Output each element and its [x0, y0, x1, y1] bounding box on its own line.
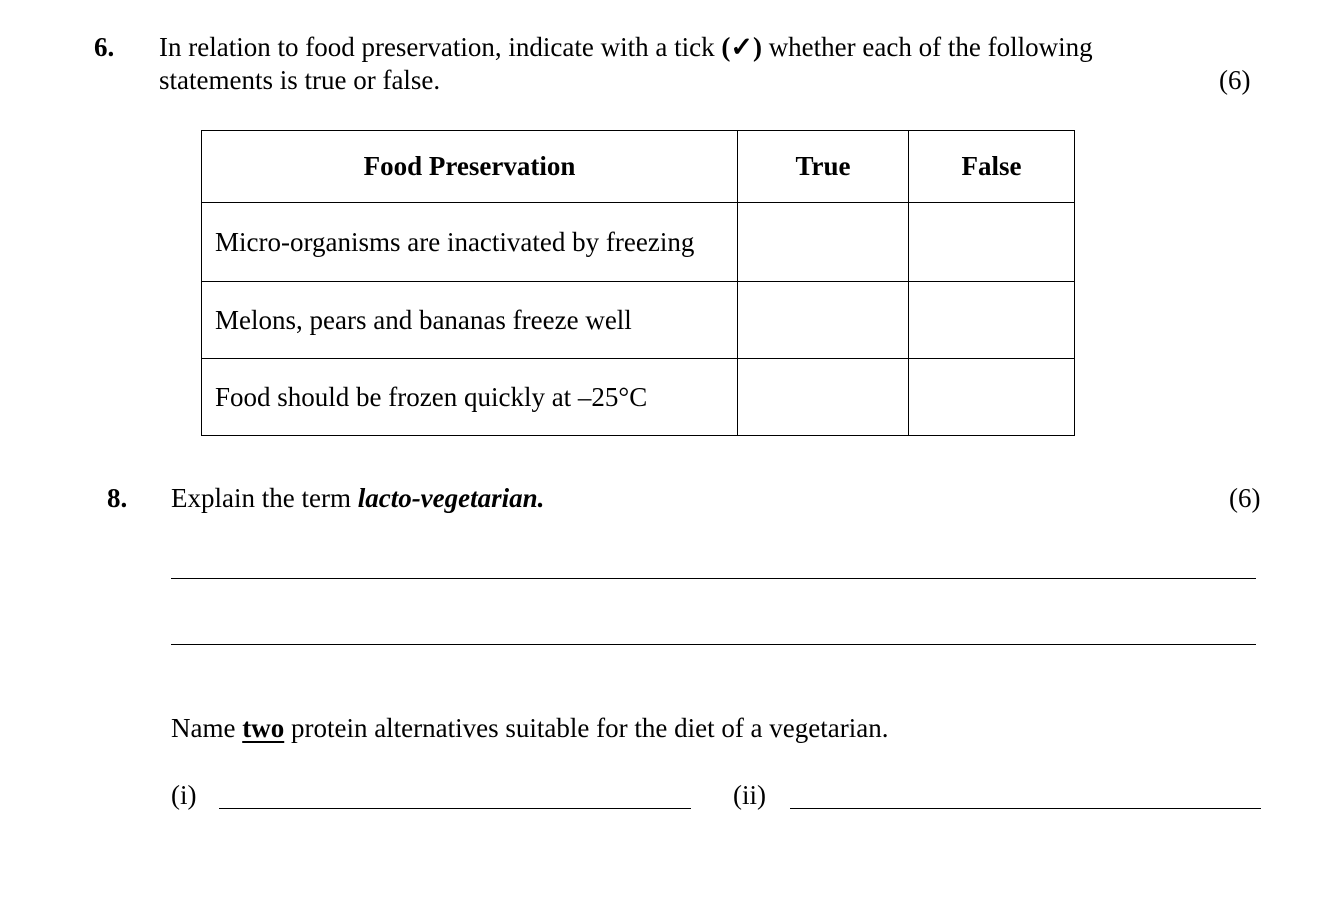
question-6-prompt-end: whether each of the following — [761, 32, 1093, 62]
table-header-row — [202, 131, 1075, 203]
answer-label-i: (i) — [171, 780, 197, 810]
statement-cell: Food should be frozen quickly at –25°C — [202, 359, 738, 436]
true-false-table — [201, 130, 1075, 436]
tick-symbol: (✓) — [721, 32, 762, 62]
table-row — [202, 282, 1075, 359]
answer-label-ii: (ii) — [733, 780, 766, 810]
answer-line-ii[interactable] — [790, 808, 1261, 809]
part-2-prompt-start: Name — [171, 713, 243, 743]
table-row — [202, 203, 1075, 282]
part-2-emphasis: two — [242, 713, 285, 743]
question-8-number: 8. — [107, 483, 128, 513]
statement-cell: Melons, pears and bananas freeze well — [202, 282, 738, 359]
question-6-number: 6. — [94, 32, 115, 62]
false-answer-cell[interactable] — [909, 359, 1075, 436]
answer-line-i[interactable] — [219, 808, 691, 809]
answer-line[interactable] — [171, 644, 1256, 645]
table-row — [202, 359, 1075, 436]
question-8-prompt-start: Explain the term — [171, 483, 358, 513]
part-2-prompt-end: protein alternatives suitable for the diet of a vegetarian. — [284, 713, 889, 743]
question-6-marks: (6) — [1219, 65, 1251, 95]
question-6-prompt-start: In relation to food preservation, indicate with a tick — [159, 32, 722, 62]
header-food-preservation: Food Preservation — [202, 131, 738, 203]
question-6-prompt-line-2: statements is true or false. — [159, 65, 441, 95]
answer-line[interactable] — [171, 578, 1256, 579]
header-false: False — [909, 131, 1075, 203]
term-lacto-vegetarian: lacto-vegetarian. — [357, 483, 545, 513]
true-answer-cell[interactable] — [738, 359, 909, 436]
question-6-prompt-line-1 — [159, 32, 1093, 63]
false-answer-cell[interactable] — [909, 282, 1075, 359]
question-8-prompt — [171, 483, 544, 514]
question-8-part-2-prompt — [171, 713, 888, 744]
question-8-marks: (6) — [1229, 483, 1261, 513]
true-answer-cell[interactable] — [738, 203, 909, 282]
false-answer-cell[interactable] — [909, 203, 1075, 282]
statement-cell: Micro-organisms are inactivated by freezing — [202, 203, 738, 282]
header-true: True — [738, 131, 909, 203]
true-answer-cell[interactable] — [738, 282, 909, 359]
